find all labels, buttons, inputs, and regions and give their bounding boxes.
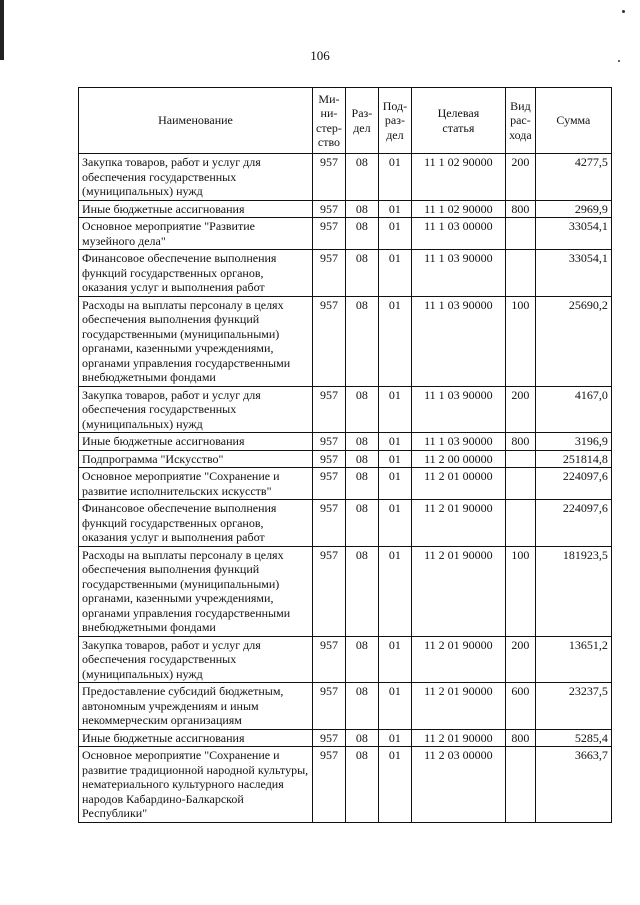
cell-name: Иные бюджетные ассигнования xyxy=(79,200,313,218)
cell-target: 11 2 01 90000 xyxy=(411,729,505,747)
cell-name: Подпрограмма "Искусство" xyxy=(79,450,313,468)
cell-expense-type: 200 xyxy=(505,386,535,433)
cell-amount: 3663,7 xyxy=(535,747,611,823)
header-name: Наименование xyxy=(79,88,313,154)
table-row xyxy=(79,433,612,451)
table-row xyxy=(79,729,612,747)
table-row xyxy=(79,546,612,636)
cell-target: 11 2 01 90000 xyxy=(411,546,505,636)
cell-amount: 23237,5 xyxy=(535,683,611,730)
header-amount: Сумма xyxy=(535,88,611,154)
cell-name: Закупка товаров, работ и услуг для обеспечения государственных (муниципальных) нужд xyxy=(79,386,313,433)
cell-name: Закупка товаров, работ и услуг для обеспечения государственных (муниципальных) нужд xyxy=(79,636,313,683)
cell-target: 11 1 02 90000 xyxy=(411,200,505,218)
cell-name: Основное мероприятие "Сохранение и развитие исполнительских искусств" xyxy=(79,468,313,500)
cell-subsection: 01 xyxy=(378,433,411,451)
cell-section: 08 xyxy=(345,200,378,218)
cell-section: 08 xyxy=(345,433,378,451)
cell-target: 11 1 03 90000 xyxy=(411,296,505,386)
cell-target: 11 2 01 90000 xyxy=(411,636,505,683)
cell-section: 08 xyxy=(345,450,378,468)
cell-subsection: 01 xyxy=(378,296,411,386)
cell-section: 08 xyxy=(345,218,378,250)
cell-ministry: 957 xyxy=(313,450,346,468)
cell-section: 08 xyxy=(345,636,378,683)
table-row xyxy=(79,154,612,201)
table-row xyxy=(79,218,612,250)
cell-section: 08 xyxy=(345,683,378,730)
cell-amount: 251814,8 xyxy=(535,450,611,468)
cell-target: 11 1 03 90000 xyxy=(411,250,505,297)
cell-expense-type xyxy=(505,747,535,823)
cell-expense-type: 800 xyxy=(505,729,535,747)
cell-expense-type: 200 xyxy=(505,154,535,201)
cell-expense-type: 200 xyxy=(505,636,535,683)
table-row xyxy=(79,636,612,683)
table-row xyxy=(79,296,612,386)
cell-expense-type xyxy=(505,218,535,250)
table-row xyxy=(79,250,612,297)
cell-subsection: 01 xyxy=(378,450,411,468)
cell-target: 11 1 03 90000 xyxy=(411,433,505,451)
cell-subsection: 01 xyxy=(378,218,411,250)
header-expense-type: Вид рас- хода xyxy=(505,88,535,154)
cell-expense-type xyxy=(505,250,535,297)
cell-section: 08 xyxy=(345,250,378,297)
cell-ministry: 957 xyxy=(313,250,346,297)
cell-subsection: 01 xyxy=(378,500,411,547)
cell-expense-type xyxy=(505,468,535,500)
cell-ministry: 957 xyxy=(313,386,346,433)
cell-expense-type: 100 xyxy=(505,296,535,386)
cell-section: 08 xyxy=(345,386,378,433)
cell-ministry: 957 xyxy=(313,433,346,451)
cell-name: Расходы на выплаты персоналу в целях обеспечения выполнения функций государственными (муниципальными) органами, казенными учреждениями, органами управления государственными внебюджетными фондами xyxy=(79,546,313,636)
cell-ministry: 957 xyxy=(313,546,346,636)
cell-ministry: 957 xyxy=(313,683,346,730)
cell-target: 11 1 02 90000 xyxy=(411,154,505,201)
cell-subsection: 01 xyxy=(378,636,411,683)
cell-amount: 5285,4 xyxy=(535,729,611,747)
cell-name: Иные бюджетные ассигнования xyxy=(79,433,313,451)
cell-ministry: 957 xyxy=(313,729,346,747)
cell-amount: 33054,1 xyxy=(535,218,611,250)
cell-ministry: 957 xyxy=(313,500,346,547)
cell-subsection: 01 xyxy=(378,386,411,433)
page-number: 106 xyxy=(310,48,330,63)
cell-subsection: 01 xyxy=(378,683,411,730)
cell-ministry: 957 xyxy=(313,296,346,386)
cell-section: 08 xyxy=(345,729,378,747)
cell-subsection: 01 xyxy=(378,729,411,747)
cell-subsection: 01 xyxy=(378,468,411,500)
cell-amount: 224097,6 xyxy=(535,468,611,500)
cell-target: 11 2 03 00000 xyxy=(411,747,505,823)
cell-subsection: 01 xyxy=(378,200,411,218)
cell-ministry: 957 xyxy=(313,200,346,218)
cell-amount: 4167,0 xyxy=(535,386,611,433)
header-row xyxy=(79,88,612,154)
cell-expense-type: 800 xyxy=(505,433,535,451)
cell-section: 08 xyxy=(345,500,378,547)
cell-expense-type: 800 xyxy=(505,200,535,218)
table-row xyxy=(79,683,612,730)
table-row xyxy=(79,386,612,433)
cell-ministry: 957 xyxy=(313,468,346,500)
cell-section: 08 xyxy=(345,546,378,636)
scan-speck xyxy=(622,10,625,13)
cell-subsection: 01 xyxy=(378,154,411,201)
table-row xyxy=(79,468,612,500)
cell-expense-type xyxy=(505,450,535,468)
cell-ministry: 957 xyxy=(313,218,346,250)
cell-ministry: 957 xyxy=(313,154,346,201)
cell-name: Иные бюджетные ассигнования xyxy=(79,729,313,747)
cell-name: Основное мероприятие "Сохранение и развитие традиционной народной культуры, нематериального культурного наследия народов Кабардино-Балкарской Республики" xyxy=(79,747,313,823)
cell-section: 08 xyxy=(345,296,378,386)
cell-expense-type: 600 xyxy=(505,683,535,730)
cell-name: Предоставление субсидий бюджетным, автономным учреждениям и иным некоммерческим организациям xyxy=(79,683,313,730)
table-body xyxy=(79,154,612,823)
cell-amount: 4277,5 xyxy=(535,154,611,201)
cell-name: Закупка товаров, работ и услуг для обеспечения государственных (муниципальных) нужд xyxy=(79,154,313,201)
table-row xyxy=(79,200,612,218)
cell-amount: 181923,5 xyxy=(535,546,611,636)
header-section: Раз- дел xyxy=(345,88,378,154)
cell-amount: 3196,9 xyxy=(535,433,611,451)
header-ministry: Ми- ни- стер- ство xyxy=(313,88,346,154)
cell-target: 11 1 03 90000 xyxy=(411,386,505,433)
cell-expense-type xyxy=(505,500,535,547)
cell-ministry: 957 xyxy=(313,747,346,823)
table-row xyxy=(79,450,612,468)
cell-amount: 25690,2 xyxy=(535,296,611,386)
cell-target: 11 1 03 00000 xyxy=(411,218,505,250)
cell-section: 08 xyxy=(345,154,378,201)
table-row xyxy=(79,500,612,547)
header-subsection: Под- раз- дел xyxy=(378,88,411,154)
cell-target: 11 2 01 90000 xyxy=(411,500,505,547)
cell-name: Основное мероприятие "Развитие музейного дела" xyxy=(79,218,313,250)
cell-target: 11 2 00 00000 xyxy=(411,450,505,468)
cell-section: 08 xyxy=(345,747,378,823)
cell-name: Расходы на выплаты персоналу в целях обеспечения выполнения функций государственными (муниципальными) органами, казенными учреждениями, органами управления государственными внебюджетными фондами xyxy=(79,296,313,386)
header-target: Целевая статья xyxy=(411,88,505,154)
cell-amount: 13651,2 xyxy=(535,636,611,683)
cell-subsection: 01 xyxy=(378,747,411,823)
cell-subsection: 01 xyxy=(378,250,411,297)
cell-amount: 224097,6 xyxy=(535,500,611,547)
cell-target: 11 2 01 00000 xyxy=(411,468,505,500)
cell-amount: 33054,1 xyxy=(535,250,611,297)
cell-subsection: 01 xyxy=(378,546,411,636)
cell-amount: 2969,9 xyxy=(535,200,611,218)
cell-section: 08 xyxy=(345,468,378,500)
cell-expense-type: 100 xyxy=(505,546,535,636)
cell-ministry: 957 xyxy=(313,636,346,683)
cell-name: Финансовое обеспечение выполнения функций государственных органов, оказания услуг и выполнения работ xyxy=(79,250,313,297)
cell-name: Финансовое обеспечение выполнения функций государственных органов, оказания услуг и выполнения работ xyxy=(79,500,313,547)
table-row xyxy=(79,747,612,823)
cell-target: 11 2 01 90000 xyxy=(411,683,505,730)
budget-table xyxy=(78,87,612,823)
